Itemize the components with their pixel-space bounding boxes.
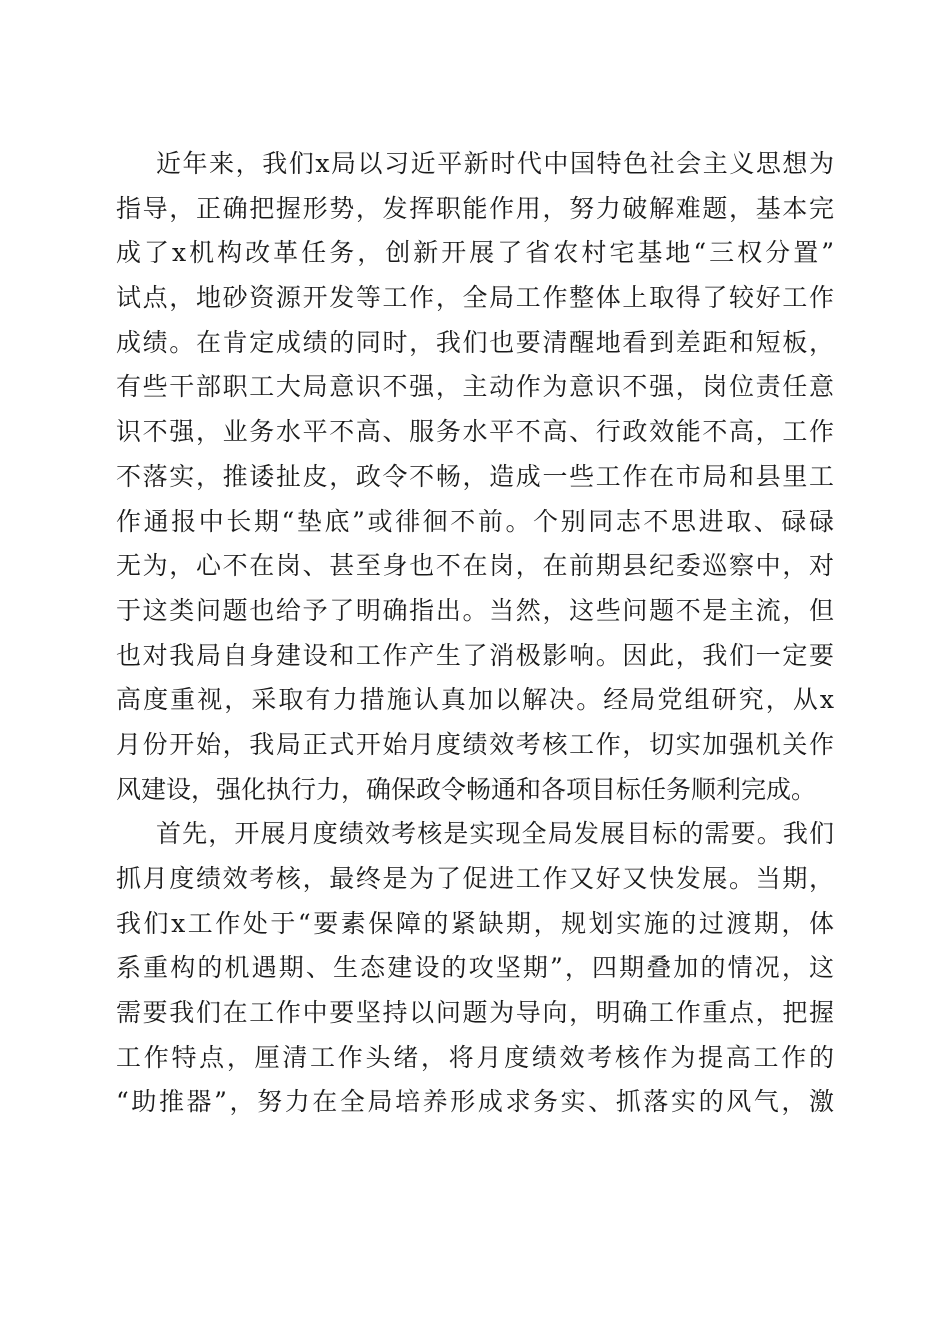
text-line: 风建设，强化执行力，确保政令畅通和各项目标任务顺利完成。 — [116, 774, 817, 804]
text-line: 工作特点，厘清工作头绪，将月度绩效考核作为提高工作的 — [116, 1042, 834, 1072]
text-line: 我们x工作处于“要素保障的紧缺期，规划实施的过渡期，体 — [116, 908, 834, 938]
text-line: 近年来，我们x局以习近平新时代中国特色社会主义思想为 — [156, 149, 834, 178]
text-line: 也对我局自身建设和工作产生了消极影响。因此，我们一定要 — [116, 640, 834, 670]
text-line: 不落实，推诿扯皮，政令不畅，造成一些工作在市局和县里工 — [116, 461, 834, 491]
paragraph-2 — [116, 812, 834, 1125]
text-line: 抓月度绩效考核，最终是为了促进工作又好又快发展。当期， — [116, 864, 834, 893]
text-line: 于这类问题也给予了明确指出。当然，这些问题不是主流，但 — [116, 595, 834, 625]
text-line: 月份开始，我局正式开始月度绩效考核工作，切实加强机关作 — [116, 729, 834, 759]
paragraph-1 — [116, 142, 834, 812]
text-line: 成绩。在肯定成绩的同时，我们也要清醒地看到差距和短板， — [116, 327, 834, 357]
text-line: 成了x机构改革任务，创新开展了省农村宅基地“三权分置” — [116, 238, 834, 268]
text-line: 指导，正确把握形势，发挥职能作用，努力破解难题，基本完 — [116, 193, 834, 223]
text-line: 需要我们在工作中要坚持以问题为导向，明确工作重点，把握 — [116, 998, 834, 1028]
text-line: 有些干部职工大局意识不强，主动作为意识不强，岗位责任意 — [116, 372, 834, 402]
text-line: 识不强，业务水平不高、服务水平不高、行政效能不高，工作 — [116, 417, 834, 447]
text-line: “助推器”，努力在全局培养形成求务实、抓落实的风气，激 — [116, 1087, 834, 1117]
text-line: 作通报中长期“垫底”或徘徊不前。个别同志不思进取、碌碌 — [116, 506, 834, 536]
text-line: 无为，心不在岗、甚至身也不在岗，在前期县纪委巡察中，对 — [116, 551, 834, 581]
body-text — [116, 142, 834, 1125]
text-line: 系重构的机遇期、生态建设的攻坚期”，四期叠加的情况，这 — [116, 953, 834, 983]
text-line: 高度重视，采取有力措施认真加以解决。经局党组研究，从x — [116, 685, 834, 715]
text-line: 首先，开展月度绩效考核是实现全局发展目标的需要。我们 — [156, 819, 834, 849]
text-line: 试点，地砂资源开发等工作，全局工作整体上取得了较好工作 — [116, 283, 834, 313]
